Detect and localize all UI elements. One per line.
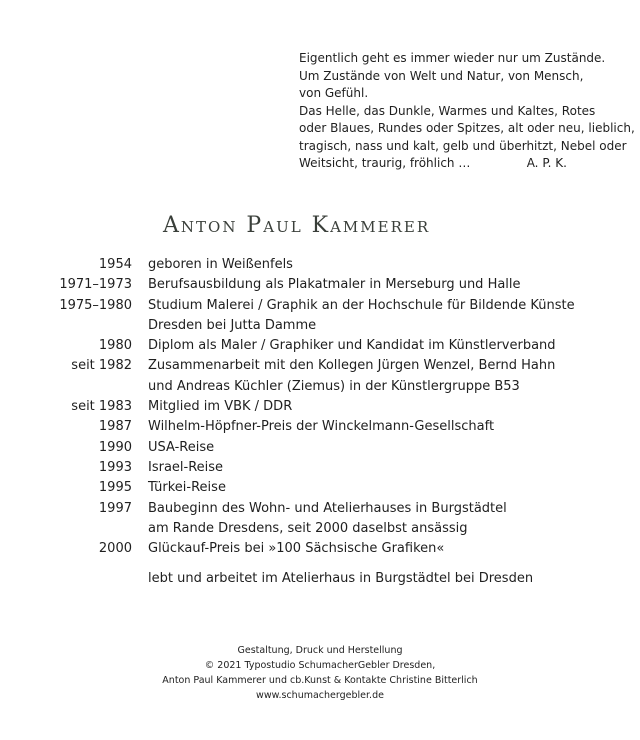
cv-text	[148, 296, 618, 337]
cv-list	[0, 255, 640, 590]
cv-text	[148, 438, 618, 458]
cv-entry	[0, 499, 640, 540]
cv-line: Berufsausbildung als Plakatmaler in Merseburg und Halle	[148, 277, 521, 293]
cv-text	[148, 417, 618, 437]
quote-line: von Gefühl.	[299, 86, 369, 100]
imprint-line: Gestaltung, Druck und Herstellung	[237, 645, 403, 656]
cv-year: 1995	[98, 480, 132, 496]
cv-closing: lebt und arbeitet im Atelierhaus in Burgstädtel bei Dresden	[148, 571, 534, 587]
quote-line: Eigentlich geht es immer wieder nur um Zustände.	[299, 51, 606, 65]
cv-line: geboren in Weißenfels	[148, 257, 293, 272]
quote-last-line	[299, 155, 567, 173]
cv-year-empty	[0, 569, 148, 589]
cv-entry	[0, 255, 640, 275]
imprint-line: © 2021 Typostudio SchumacherGebler Dresden,	[204, 660, 436, 671]
cv-line: Diplom als Maler / Graphiker und Kandidat im Künstlerverband	[148, 338, 556, 354]
cv-year: 1987	[98, 419, 132, 435]
cv-entry	[0, 417, 640, 437]
quote-line: Das Helle, das Dunkle, Warmes und Kaltes, Rotes	[299, 103, 596, 118]
cv-year: 1975–1980	[59, 297, 132, 313]
cv-closing-row	[0, 569, 640, 589]
cv-line: Mitglied im VBK / DDR	[148, 399, 293, 415]
cv-text	[148, 356, 618, 397]
cv-text	[148, 499, 618, 540]
cv-text	[148, 539, 618, 559]
cv-entry	[0, 397, 640, 417]
cv-line: Dresden bei Jutta Damme	[148, 317, 317, 333]
cv-year: 1971–1973	[59, 277, 132, 293]
imprint-line: Anton Paul Kammerer und cb.Kunst & Kontakte Christine Bitterlich	[162, 675, 478, 686]
cv-line: Wilhelm-Höpfner-Preis der Winckelmann-Gesellschaft	[148, 419, 495, 435]
cv-entry	[0, 336, 640, 356]
cv-line: Baubeginn des Wohn- und Atelierhauses in Burgstädtel	[148, 500, 507, 516]
quote-line: Weitsicht, traurig, fröhlich …	[299, 156, 471, 170]
cv-line: am Rande Dresdens, seit 2000 daselbst ansässig	[148, 520, 468, 536]
cv-text	[148, 336, 618, 356]
cv-line: und Andreas Küchler (Ziemus) in der Künstlergruppe B53	[148, 378, 520, 394]
cv-entry	[0, 356, 640, 397]
imprint-url: www.schumachergebler.de	[256, 690, 384, 701]
cv-line: Studium Malerei / Graphik an der Hochschule für Bildende Künste	[148, 297, 575, 313]
cv-entry	[0, 539, 640, 559]
cv-year: seit 1983	[71, 399, 132, 415]
cv-year: 1954	[98, 257, 132, 272]
cv-entry	[0, 275, 640, 295]
cv-year: seit 1982	[71, 358, 132, 374]
cv-text	[148, 478, 618, 498]
cv-year: 1993	[98, 459, 132, 475]
cv-year: 1997	[98, 500, 132, 516]
cv-entry	[0, 478, 640, 498]
cv-entry	[0, 296, 640, 337]
quote-line: oder Blaues, Rundes oder Spitzes, alt oder neu, lieblich,	[299, 121, 635, 135]
cv-line: Glückauf-Preis bei »100 Sächsische Grafiken«	[148, 541, 445, 557]
cv-entry	[0, 458, 640, 478]
cv-text	[148, 275, 618, 295]
cv-text	[148, 458, 618, 478]
quote-signature: A. P. K.	[526, 156, 567, 170]
cv-text	[148, 397, 618, 417]
cv-line: USA-Reise	[148, 439, 215, 455]
cv-line: Zusammenarbeit mit den Kollegen Jürgen Wenzel, Bernd Hahn	[148, 358, 556, 374]
quote-line: Um Zustände von Welt und Natur, von Mensch,	[299, 68, 584, 83]
cv-year: 1990	[98, 439, 132, 455]
cv-year: 1980	[98, 338, 132, 354]
quote-line: tragisch, nass und kalt, gelb und überhitzt, Nebel oder	[299, 138, 627, 153]
cv-line: Israel-Reise	[148, 459, 224, 475]
imprint	[0, 643, 640, 703]
quote-block	[299, 50, 635, 173]
cv-line: Türkei-Reise	[148, 480, 226, 496]
cv-entry	[0, 438, 640, 458]
cv-year: 2000	[98, 541, 132, 557]
page-title: Anton Paul Kammerer	[163, 213, 431, 238]
cv-text	[148, 255, 618, 275]
